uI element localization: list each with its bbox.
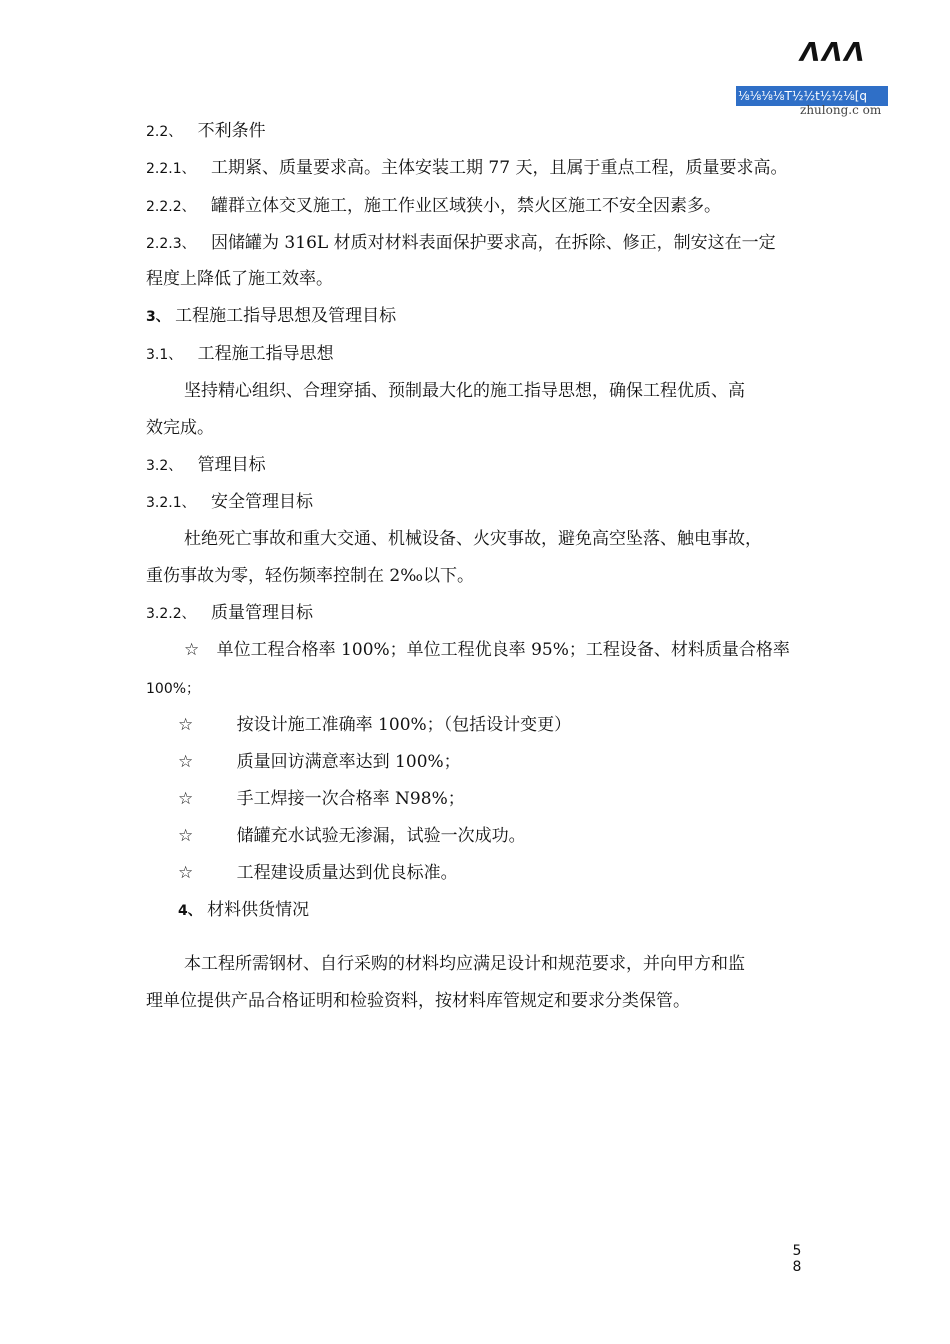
header-banner: ⅛⅛⅛⅛T½½t½½⅛[q	[736, 86, 888, 106]
paragraph-text: 坚持精心组织、合理穿插、预制最大化的施工指导思想，确保工程优质、高	[184, 381, 745, 401]
section-title: 工程施工指导思想及管理目标	[175, 306, 397, 326]
paragraph-text: 质量回访满意率达到 100%；	[236, 752, 461, 772]
paragraph-continuation	[146, 268, 333, 290]
paragraph-text: 杜绝死亡事故和重大交通、机械设备、火灾事故，避免高空坠落、触电事故，	[184, 529, 762, 549]
item-2-2-3	[146, 232, 776, 255]
heading-2-2	[146, 120, 266, 143]
star-icon: ☆	[178, 863, 194, 883]
section-number: 2.2、	[146, 124, 183, 140]
heading-3-2-2	[146, 602, 313, 625]
paragraph-continuation	[146, 565, 474, 587]
paragraph-text: 单位工程合格率 100%；单位工程优良率 95%；工程设备、材料质量合格率	[216, 640, 790, 660]
page-number: 5 8	[792, 1243, 802, 1275]
paragraph-text: 因储罐为 316L 材质对材料表面保护要求高，在拆除、修正，制安这在一定	[211, 233, 776, 253]
section-number: 3.2.2、	[146, 606, 196, 622]
heading-3	[146, 305, 396, 328]
star-icon: ☆	[178, 826, 194, 846]
paragraph-text: 100%；	[146, 681, 201, 697]
section-title: 管理目标	[197, 455, 266, 475]
paragraph-continuation	[146, 677, 200, 700]
paragraph-line	[184, 380, 745, 402]
heading-3-2	[146, 454, 266, 477]
paragraph-text: 重伤事故为零，轻伤频率控制在 2‰以下。	[146, 566, 475, 586]
section-number: 2.2.3、	[146, 236, 196, 252]
paragraph-continuation	[146, 417, 214, 439]
paragraph-text: 工程建设质量达到优良标准。	[236, 863, 458, 883]
paragraph-text: 手工焊接一次合格率 N98%；	[236, 789, 465, 809]
quality-item	[178, 714, 571, 736]
quality-item	[184, 639, 790, 661]
section-title: 不利条件	[197, 121, 266, 141]
paragraph-text: 储罐充水试验无渗漏，试验一次成功。	[236, 826, 526, 846]
section-number: 2.2.2、	[146, 199, 196, 215]
item-2-2-1	[146, 157, 787, 180]
paragraph-line	[184, 528, 762, 550]
paragraph-line	[184, 953, 745, 975]
section-title: 工程施工指导思想	[197, 344, 334, 364]
heading-3-2-1	[146, 491, 313, 514]
heading-4	[178, 899, 309, 922]
paragraph-text: 理单位提供产品合格证明和检验资料，按材料库管规定和要求分类保管。	[146, 991, 690, 1011]
section-title: 安全管理目标	[211, 492, 314, 512]
heading-3-1	[146, 343, 334, 366]
quality-item	[178, 788, 465, 810]
section-number: 4、	[178, 903, 202, 919]
quality-item	[178, 862, 458, 884]
header-url-text: zhulong.c om	[800, 103, 882, 117]
section-number: 3、	[146, 309, 170, 325]
section-number: 3.1、	[146, 347, 183, 363]
star-icon: ☆	[178, 789, 194, 809]
section-number: 3.2.1、	[146, 495, 196, 511]
star-icon: ☆	[178, 752, 194, 772]
section-number: 3.2、	[146, 458, 183, 474]
quality-item	[178, 751, 461, 773]
star-icon: ☆	[184, 640, 200, 660]
paragraph-continuation	[146, 990, 690, 1012]
paragraph-text: 罐群立体交叉施工，施工作业区域狭小，禁火区施工不安全因素多。	[211, 196, 722, 216]
brand-logo: ΛΛΛ	[800, 38, 867, 68]
paragraph-text: 效完成。	[146, 418, 214, 438]
quality-item	[178, 825, 526, 847]
section-title: 质量管理目标	[211, 603, 314, 623]
paragraph-text: 程度上降低了施工效率。	[146, 269, 333, 289]
paragraph-text: 按设计施工准确率 100%；（包括设计变更）	[236, 715, 572, 735]
section-title: 材料供货情况	[207, 900, 310, 920]
section-number: 2.2.1、	[146, 161, 196, 177]
star-icon: ☆	[178, 715, 194, 735]
item-2-2-2	[146, 195, 721, 218]
paragraph-text: 工期紧、质量要求高。主体安装工期 77 天，且属于重点工程，质量要求高。	[211, 158, 788, 178]
paragraph-text: 本工程所需钢材、自行采购的材料均应满足设计和规范要求，并向甲方和监	[184, 954, 745, 974]
